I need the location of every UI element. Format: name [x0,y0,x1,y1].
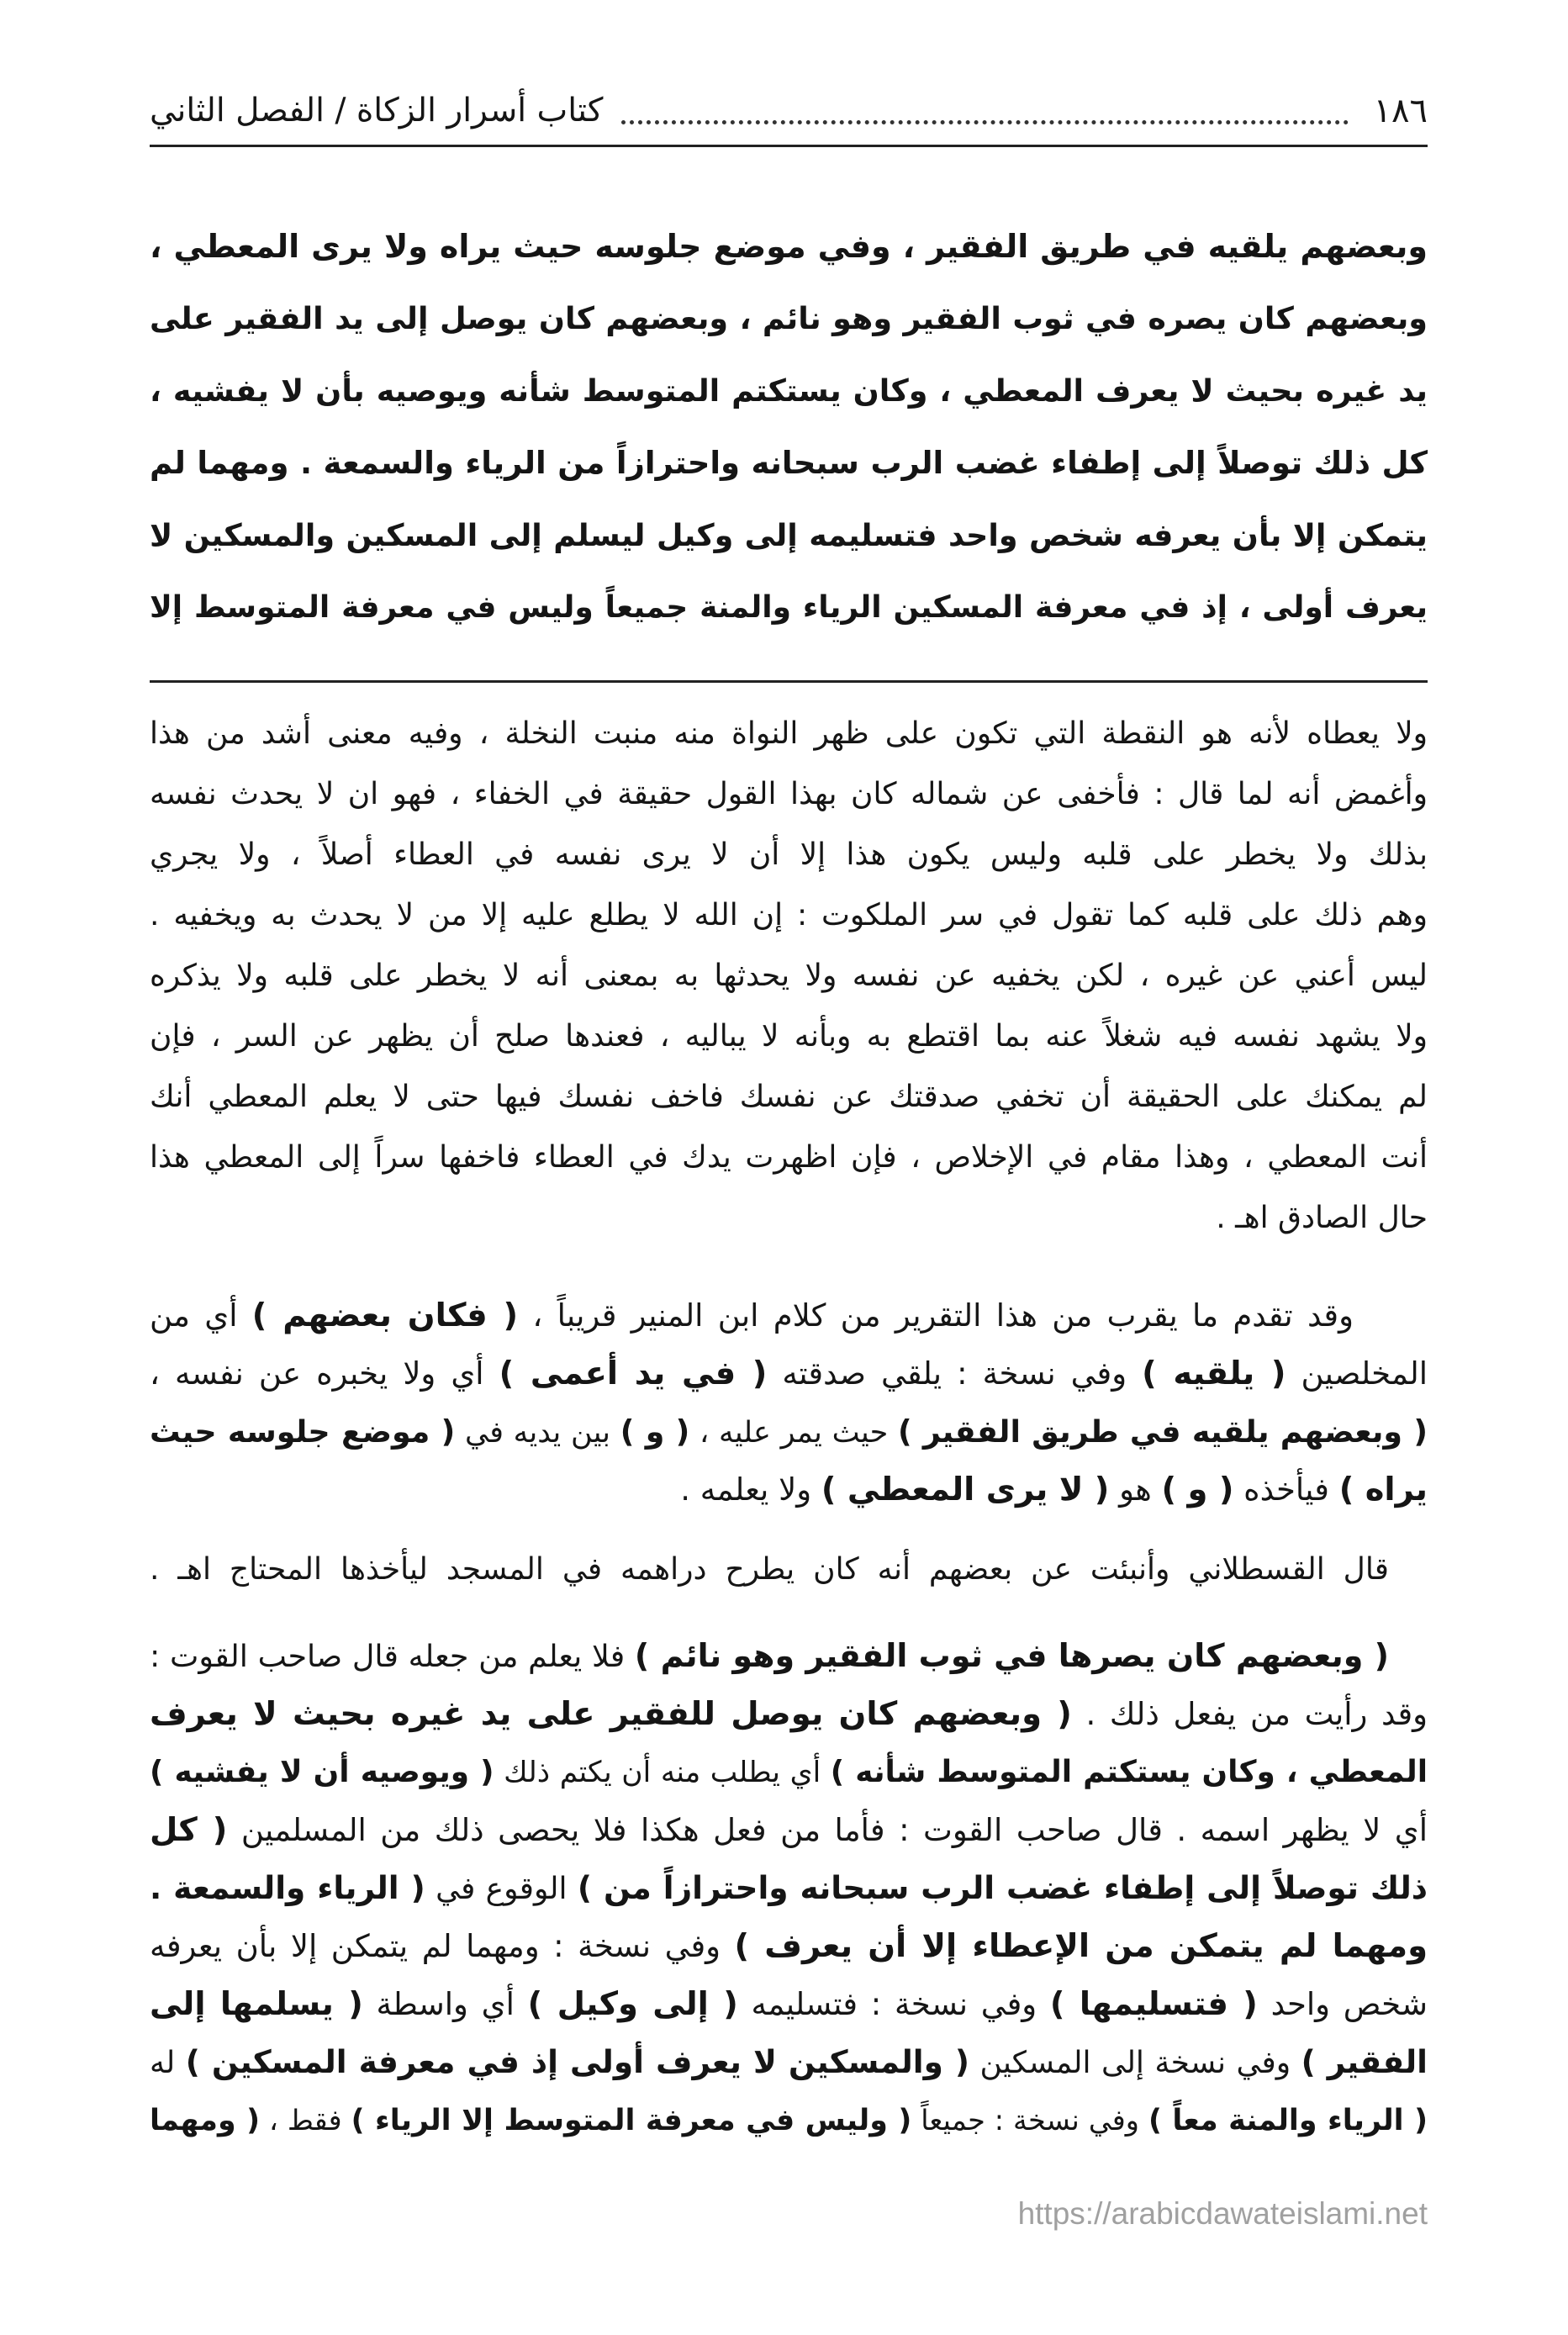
footnote-separator-rule [150,680,1428,683]
commentary-text: فلا يعلم من جعله قال صاحب القوت : [150,1638,635,1674]
footnote-block [150,704,1428,1249]
commentary-text: الوقوع في [425,1872,578,1906]
commentary-line [150,1461,1428,1519]
main-text-line: كل ذلك توصلاً إلى إطفاء غضب الرب سبحانه واحترازاً من الرياء والسمعة . ومهما لم [150,445,1428,481]
matn-quote: ومهما لم يتمكن من الإعطاء إلا أن يعرف ) [734,1927,1428,1965]
commentary-text: وفي نسخة : جميعاً [911,2104,1148,2137]
commentary-text: فقط ، [260,2104,351,2137]
commentary-text: المخلصين [1286,1355,1428,1392]
matn-quote: ( ومهما [150,2104,261,2137]
page-number: ١٨٦ [1373,92,1428,130]
footnote-line: أنت المعطي ، وهذا مقام في الإخلاص ، فإن اظهرت يدك في العطاء فاخفها سراً إلى المعطي هذا [150,1140,1428,1175]
main-text-line: وبعضهم يلقيه في طريق الفقير ، وفي موضع جلوسه حيث يراه ولا يرى المعطي ، [150,228,1428,265]
commentary-text: شخص واحد [1257,1986,1428,2022]
commentary-text: وفي نسخة : ومهما لم يتمكن إلا بأن يعرفه [150,1928,735,1964]
matn-quote: ( ويوصيه أن لا يفشيه ) [150,1755,494,1789]
matn-quote: ( في يد أعمى ) [499,1355,768,1392]
matn-quote: ( والمسكين لا يعرف أولى إذ في معرفة المسكين ) [185,2043,969,2080]
commentary-paragraph [150,1627,1428,2149]
matn-quote: ( لا يرى المعطي ) [821,1471,1110,1508]
watermark-url: https://arabicdawateislami.net [1017,2196,1428,2231]
commentary-text: أي من [150,1297,252,1334]
commentary-line [150,1975,1428,2033]
footnote-line: لم يمكنك على الحقيقة أن تخفي صدقتك عن نفسك فاخف نفسك فيها حتى لا يعلم المعطي أنك [150,1080,1428,1114]
commentary-text: أي يطلب منه أن يكتم ذلك [494,1756,831,1789]
commentary-text: فيأخذه [1233,1471,1339,1508]
commentary-text: أي واسطة [362,1986,528,2022]
commentary-line [150,1801,1428,1859]
commentary-text: وفي نسخة : يلقي صدقته [767,1355,1143,1392]
matn-quote: ذلك توصلاً إلى إطفاء غضب الرب سبحانه واحترازاً من ) [577,1869,1428,1906]
commentary-text: أي ولا يخبره عن نفسه ، [150,1355,499,1392]
main-text-line: وبعضهم كان يصره في ثوب الفقير وهو نائم ، وبعضهم كان يوصل إلى يد الفقير على [150,300,1428,336]
commentary-text: وقد تقدم ما يقرب من هذا التقرير من كلام ابن المنير قريباً ، [518,1297,1354,1334]
matn-quote: ( يسلمها إلى [150,1985,363,2023]
commentary-line [150,1917,1428,1975]
commentary-text: ولا يعلمه . [680,1471,821,1508]
commentary-line [150,2033,1428,2091]
commentary-text: حيث يمر عليه ، [689,1416,898,1450]
commentary-line [150,1344,1428,1403]
matn-quote: ( الرياء والسمعة . [150,1869,425,1906]
footnote-line: وهم ذلك على قلبه كما تقول في سر الملكوت : إن الله لا يطلع عليه إلا من لا يحدث به ويخفيه . [150,898,1428,932]
footnote-line: بذلك ولا يخطر على قلبه وليس يكون هذا إلا أن لا يرى نفسه في العطاء أصلاً ، ولا يجري [150,837,1428,872]
commentary-line [150,1743,1428,1801]
matn-quote: ( وليس في معرفة المتوسط إلا الرياء ) [351,2104,912,2137]
commentary-line [150,1627,1428,1685]
matn-quote: ( إلى وكيل ) [527,1985,738,2023]
matn-quote: ( الرياء والمنة معاً ) [1148,2104,1428,2137]
commentary-text: له [150,2046,186,2080]
footnote-line: ليس أعني عن غيره ، لكن يخفيه عن نفسه ولا يحدثها به بمعنى أنه لا يخطر على قلبه ولا يذكره [150,959,1428,993]
matn-quote: ( كل [150,1811,228,1849]
commentary-paragraph [150,1540,1428,1598]
matn-quote: المعطي ، وكان يستكتم المتوسط شأنه ) [830,1755,1428,1789]
footnote-line: وأغمض أنه لما قال : فأخفى عن شماله كان بهذا القول حقيقة في الخفاء ، فهو ان لا يحدث نفسه [150,777,1428,811]
footnote-line: ولا يشهد نفسه فيه شغلاً عنه بما اقتطع به وبأنه لا يباليه ، فعندها صلح أن يظهر عن السر ، فإن [150,1019,1428,1054]
commentary-line [150,1685,1428,1743]
commentary-text: هو [1109,1471,1162,1508]
commentary-text: وفي نسخة إلى المسكين [969,2046,1301,2080]
dot-leader [621,120,1348,124]
matn-quote: يراه ) [1338,1471,1428,1508]
commentary-line [150,1859,1428,1917]
matn-quote: ( وبعضهم يلقيه في طريق الفقير ) [897,1413,1428,1450]
matn-quote: ( موضع جلوسه حيث [150,1413,456,1450]
matn-quote: ( فكان بعضهم ) [251,1297,519,1334]
matn-quote: ( فتسليمها ) [1049,1985,1258,2023]
matn-quote: ( وبعضهم كان يصرها في ثوب الفقير وهو نائم ) [634,1637,1389,1674]
matn-quote: ( و ) [1161,1471,1234,1508]
commentary-paragraph [150,1286,1428,1519]
main-text-line: يعرف أولى ، إذ في معرفة المسكين الرياء والمنة جميعاً وليس في معرفة المتوسط إلا [150,590,1428,625]
running-header [150,84,1428,138]
matn-quote: ( و ) [620,1413,690,1450]
commentary-text: وقد رأيت من يفعل ذلك . [1071,1696,1428,1732]
matn-quote: ( وبعضهم كان يوصل للفقير على يد غيره بحيث لا يعرف [150,1695,1072,1733]
main-text-line: يتمكن إلا بأن يعرفه شخص واحد فتسليمه إلى وكيل ليسلم إلى المسكين والمسكين لا [150,517,1428,553]
commentary-text: بين يديه في [455,1416,620,1450]
commentary-line [150,1403,1428,1461]
matn-quote: ( يلقيه ) [1142,1355,1286,1392]
main-text-block [150,210,1428,644]
running-title: كتاب أسرار الزكاة / الفصل الثاني [150,92,604,129]
qastallani-line: قال القسطلاني وأنبئت عن بعضهم أنه كان يطرح دراهمه في المسجد ليأخذها المحتاج اهـ . [150,1552,1389,1587]
footnote-line: حال الصادق اهـ . [1216,1201,1428,1235]
commentary-line [150,1286,1428,1344]
header-rule [150,145,1428,147]
commentary-text: أي لا يظهر اسمه . قال صاحب القوت : فأما من فعل هكذا فلا يحصى ذلك من المسلمين [227,1812,1428,1848]
commentary-line [150,2091,1428,2149]
commentary-text: وفي نسخة : فتسليمه [737,1986,1050,2022]
main-text-line: يد غيره بحيث لا يعرف المعطي ، وكان يستكتم المتوسط شأنه ويوصيه بأن لا يفشيه ، [150,372,1428,409]
footnote-line: ولا يعطاه لأنه هو النقطة التي تكون على ظهر النواة منه منبت النخلة ، وفيه معنى أشد من هذا [150,716,1428,751]
matn-quote: الفقير ) [1301,2043,1428,2080]
